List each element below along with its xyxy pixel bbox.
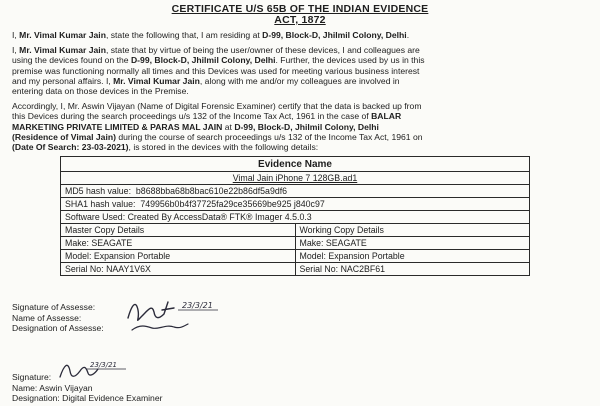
examiner-signature-label: Signature: (12, 372, 52, 382)
examiner-designation: Designation: Digital Evidence Examiner (12, 393, 163, 403)
examiner-name: Name: Aswin Vijayan (12, 382, 93, 393)
certificate-title-line1: CERTIFICATE U/S 65B OF THE INDIAN EVIDENCE (171, 3, 429, 15)
working-serial: Serial No: NAC2BF61 (295, 263, 530, 276)
certification-line: this Devices during the search proceedings u/s 132 of the Income Tax Act, 1961 in the case of BALAR (12, 111, 402, 122)
declarant-address: D-99, Block-D, Jhilmil Colony, Delhi (262, 30, 407, 40)
md5-hash: MD5 hash value: b8688bba68b8bac610e22b86df5a9df6 (61, 185, 530, 198)
table-row (61, 198, 530, 211)
usage-line: using the devices found on the D-99, Block-D, Jhilmil Colony, Delhi. Further, the devices used by us in this (12, 55, 425, 66)
table-row (61, 237, 530, 250)
certification-line: Accordingly, I, Mr. Aswin Vijayan (Name of Digital Forensic Examiner) certify that the data is backed up from (12, 101, 422, 111)
working-copy-title: Working Copy Details (295, 224, 530, 237)
assessee-signature (122, 294, 232, 334)
usage-statement (12, 45, 592, 96)
sha1-hash-value: 749956b0b4f37725fa29ce35669be925 j840c97 (140, 198, 325, 209)
declarant-name: Mr. Vimal Kumar Jain (19, 30, 106, 40)
table-row (61, 185, 530, 198)
usage-line: and my personal affairs. I, Mr. Vimal Kumar Jain, along with me and/or my colleagues are involved in (12, 75, 400, 86)
evidence-header: Evidence Name (61, 157, 530, 172)
working-make: Make: SEAGATE (295, 237, 530, 250)
assessee-signature-label: Signature of Assesse: (12, 302, 96, 312)
svg-text:23/3/21: 23/3/21 (90, 361, 117, 369)
assessee-name-label: Name of Assesse: (12, 312, 82, 323)
table-row (61, 224, 530, 237)
certification-line: (Date Of Search: 23-03-2021), is stored in the devices with the following details: (12, 142, 319, 153)
usage-line: premise was functioning normally all times and this Devices was used for meeting various business interest (12, 65, 420, 76)
residence-statement: I, Mr. Vimal Kumar Jain, state the following that, I am residing at D-99, Block-D, Jhilmil Colony, Delhi. (12, 30, 410, 40)
assessee-designation-label: Designation of Assesse: (12, 323, 104, 333)
md5-hash-value: b8688bba68b8bac610e22b86df5a9df6 (135, 185, 288, 196)
master-serial: Serial No: NAAY1V6X (61, 263, 296, 276)
table-row (61, 211, 530, 224)
master-make: Make: SEAGATE (61, 237, 296, 250)
certification-line: (Residence of Vimal Jain) during the course of search proceedings u/s 132 of the Income Tax Act, 1961 on (12, 131, 423, 142)
certification-line: MARKETING PRIVATE LIMITED & PARAS MAL JAIN at D-99, Block-D, Jhilmil Colony, Delhi (12, 121, 379, 132)
working-model: Model: Expansion Portable (295, 250, 530, 263)
evidence-name: Vimal Jain iPhone 7 128GB.ad1 (61, 172, 530, 185)
table-row (61, 157, 530, 172)
certification-statement (12, 101, 592, 152)
evidence-table (60, 156, 530, 276)
table-row (61, 263, 530, 276)
table-row (61, 172, 530, 185)
usage-line: I, Mr. Vimal Kumar Jain, state that by virtue of being the user/owner of these devices, I and colleagues are (12, 45, 420, 55)
examiner-signature (56, 357, 146, 383)
software-used: Software Used: Created By AccessData® FTK® Imager 4.5.0.3 (61, 211, 530, 224)
master-model: Model: Expansion Portable (61, 250, 296, 263)
master-copy-title: Master Copy Details (61, 224, 296, 237)
svg-text:23/3/21: 23/3/21 (182, 301, 213, 310)
assessee-block (12, 302, 104, 334)
sha1-hash: SHA1 hash value: 749956b0b4f37725fa29ce35669be925 j840c97 (61, 198, 530, 211)
table-row (61, 250, 530, 263)
certificate-title-line2: ACT, 1872 (274, 14, 326, 26)
usage-line: entering data on those devices in the Premise. (12, 86, 189, 97)
